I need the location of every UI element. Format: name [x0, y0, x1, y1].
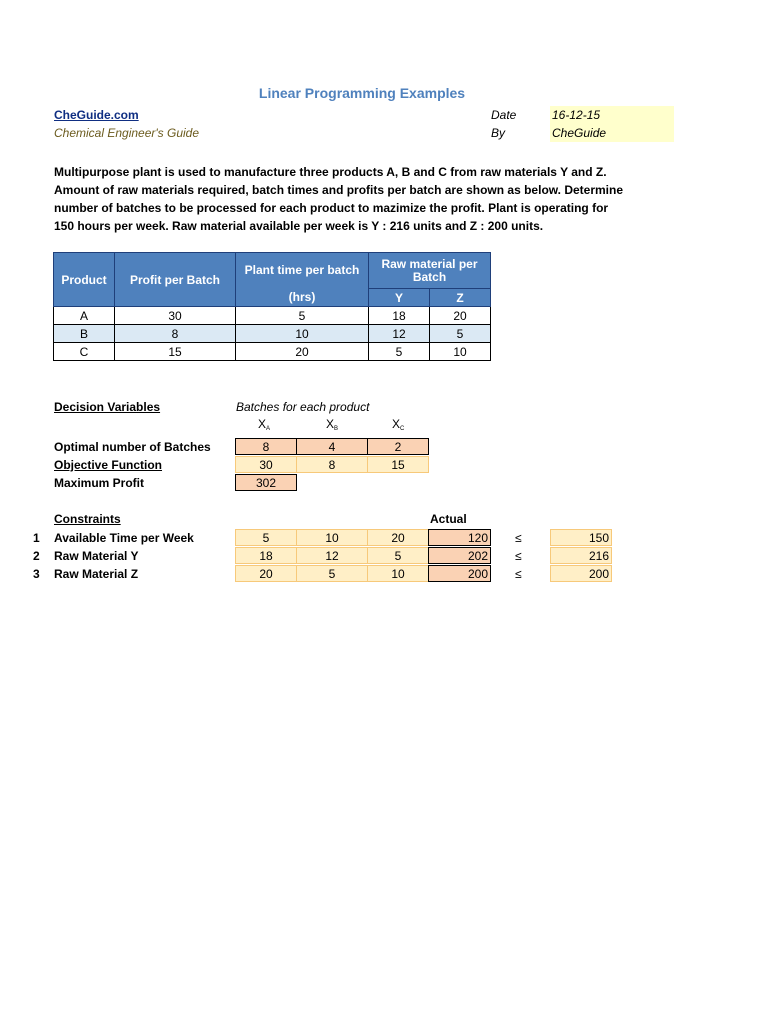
decision-variables-label: Decision Variables [54, 400, 161, 414]
cell-z: 5 [430, 325, 491, 343]
optimal-label: Optimal number of Batches [54, 440, 211, 454]
constraint-operator: ≤ [515, 549, 522, 563]
constraint-coef-b[interactable]: 5 [296, 565, 368, 582]
cell-z: 10 [430, 343, 491, 361]
max-profit-label: Maximum Profit [54, 476, 145, 490]
objective-label: Objective Function [54, 458, 163, 472]
constraint-name: Raw Material Y [54, 549, 139, 563]
constraint-name: Available Time per Week [54, 531, 194, 545]
optimal-xc[interactable]: 2 [367, 438, 429, 455]
header-plant-time-unit: (hrs) [236, 289, 369, 307]
objective-coef-c[interactable]: 15 [367, 456, 429, 473]
problem-statement [54, 163, 654, 235]
product-table [53, 252, 491, 361]
constraint-coef-a[interactable]: 5 [235, 529, 297, 546]
constraint-name: Raw Material Z [54, 567, 139, 581]
constraint-operator: ≤ [515, 531, 522, 545]
date-value[interactable]: 16-12-15 [550, 106, 674, 124]
cell-time: 20 [236, 343, 369, 361]
table-row [54, 343, 491, 361]
constraint-limit[interactable]: 216 [550, 547, 612, 564]
cell-product: C [54, 343, 115, 361]
header-plant-time: Plant time per batch [236, 253, 369, 289]
var-xa: $X_A$ [258, 417, 271, 432]
constraint-actual[interactable]: 120 [428, 529, 491, 546]
constraint-limit[interactable]: 200 [550, 565, 612, 582]
site-link[interactable]: CheGuide.com [54, 108, 139, 122]
batches-label: Batches for each product [236, 400, 370, 414]
var-xc: $X_C$ [392, 417, 405, 432]
constraint-coef-c[interactable]: 20 [367, 529, 429, 546]
constraint-coef-b[interactable]: 10 [296, 529, 368, 546]
var-xb: $X_B$ [326, 417, 339, 432]
site-tagline: Chemical Engineer's Guide [54, 126, 200, 140]
header-y: Y [369, 289, 430, 307]
constraint-coef-b[interactable]: 12 [296, 547, 368, 564]
objective-coef-b[interactable]: 8 [296, 456, 368, 473]
max-profit-value[interactable]: 302 [235, 474, 297, 491]
cell-y: 5 [369, 343, 430, 361]
constraint-coef-c[interactable]: 10 [367, 565, 429, 582]
header-z: Z [430, 289, 491, 307]
constraint-number: 2 [33, 549, 40, 563]
date-label: Date [491, 108, 517, 122]
constraint-operator: ≤ [515, 567, 522, 581]
cell-y: 12 [369, 325, 430, 343]
cell-profit: 8 [115, 325, 236, 343]
optimal-xa[interactable]: 8 [235, 438, 297, 455]
constraint-actual[interactable]: 202 [428, 547, 491, 564]
cell-product: A [54, 307, 115, 325]
constraint-coef-c[interactable]: 5 [367, 547, 429, 564]
cell-product: B [54, 325, 115, 343]
problem-line: 150 hours per week. Raw material available per week is Y : 216 units and Z : 200 units. [54, 219, 544, 233]
cell-y: 18 [369, 307, 430, 325]
header-profit: Profit per Batch [115, 253, 236, 307]
by-value[interactable]: CheGuide [550, 124, 674, 142]
cell-time: 5 [236, 307, 369, 325]
constraint-number: 1 [33, 531, 40, 545]
optimal-xb[interactable]: 4 [296, 438, 368, 455]
page-title: Linear Programming Examples [258, 85, 466, 101]
constraint-coef-a[interactable]: 18 [235, 547, 297, 564]
header-raw-material: Raw material per Batch [369, 253, 491, 289]
cell-profit: 15 [115, 343, 236, 361]
table-row [54, 307, 491, 325]
problem-line: Multipurpose plant is used to manufacture three products A, B and C from raw materials Y and Z. [54, 165, 607, 179]
table-row [54, 325, 491, 343]
problem-line: number of batches to be processed for each product to mazimize the profit. Plant is operating for [54, 201, 609, 215]
constraint-number: 3 [33, 567, 40, 581]
actual-label: Actual [430, 512, 467, 526]
constraints-label: Constraints [54, 512, 121, 526]
objective-coef-a[interactable]: 30 [235, 456, 297, 473]
by-label: By [491, 126, 506, 140]
header-product: Product [54, 253, 115, 307]
cell-time: 10 [236, 325, 369, 343]
constraint-limit[interactable]: 150 [550, 529, 612, 546]
constraint-actual[interactable]: 200 [428, 565, 491, 582]
constraint-coef-a[interactable]: 20 [235, 565, 297, 582]
cell-z: 20 [430, 307, 491, 325]
cell-profit: 30 [115, 307, 236, 325]
problem-line: Amount of raw materials required, batch times and profits per batch are shown as below. Determine [54, 183, 624, 197]
